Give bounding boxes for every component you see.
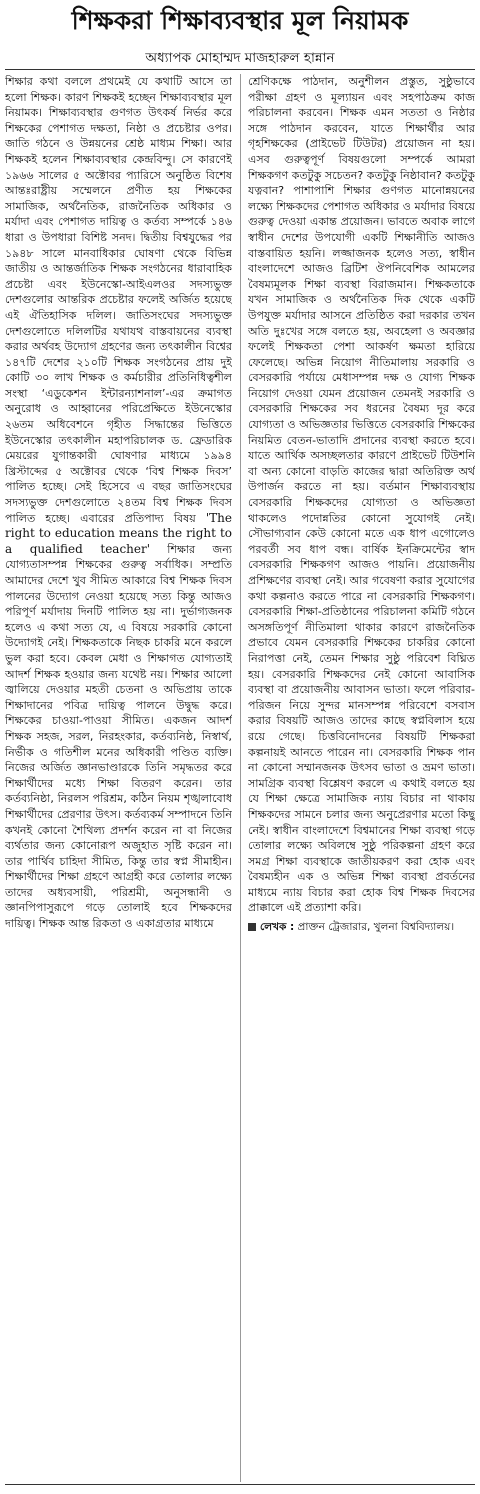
- column-paragraph: শ্রেণিকক্ষে পাঠদান, অনুশীলন প্রস্তুত, সুষ্ঠুভাবে পরীক্ষা গ্রহণ ও মূল্যায়ন এবং সহপাঠক্রম কাজ পরিচালনা করবেন। শিক্ষক এমন সততা ও নিষ্ঠার সঙ্গে পাঠদান করবেন, যাতে শিক্ষার্থীর আর গৃহশিক্ষকের (প্রাইভেট টিউটর) প্রয়োজন না হয়। এসব গুরুত্বপূর্ণ বিষয়গুলো সম্পর্কে আমরা শিক্ষকগণ কতটুকু সচেতন? কতটুকু নিষ্ঠাবান? কতটুকু যত্নবান? পাশাপাশি শিক্ষার গুণগত মানোন্নয়নের লক্ষ্যে শিক্ষকদের পেশাগত অধিকার ও মর্যাদার বিষয়ে গুরুত্ব দেওয়া একান্ত প্রয়োজন। ভাবতে অবাক লাগে স্বাধীন দেশের উপযোগী একটি শিক্ষানীতি আজও বাস্তবায়িত হয়নি। লজ্জাজনক হলেও সত্য, স্বাধীন বাংলাদেশে আজও ব্রিটিশ ঔপনিবেশিক আমলের বৈষম্যমূলক শিক্ষা ব্যবস্থা বিরাজমান। শিক্ষকতাকে যখন সামাজিক ও অর্থনৈতিক দিক থেকে একটি উপযুক্ত মর্যাদার আসনে প্রতিষ্ঠিত করা দরকার তখন অতি দুঃখের সঙ্গে বলতে হয়, অবহেলা ও অবজ্ঞার ফলেই শিক্ষকতা পেশা আকর্ষণ ক্ষমতা হারিয়ে ফেলেছে। অভিন্ন নিয়োগ নীতিমালায় সরকারি ও বেসরকারি পর্যায়ে মেধাসম্পন্ন দক্ষ ও যোগ্য শিক্ষক নিয়োগ দেওয়া যেমন প্রয়োজন তেমনই সরকারি ও বেসরকারি শিক্ষকের সব ধরনের বৈষম্য দূর করে যোগ্যতা ও অভিজ্ঞতার ভিত্তিতে বেসরকারি শিক্ষকের নিয়মিত বেতন-ভাতাদি প্রদানের ব্যবস্থা করতে হবে। যাতে আর্থিক অসচ্ছলতার কারণে প্রাইভেট টিউশনি বা অন্য কোনো বাড়তি কাজের দ্বারা অতিরিক্ত অর্থ উপার্জন করতে না হয়। বর্তমান শিক্ষাব্যবস্থায় বেসরকারি শিক্ষকদের যোগ্যতা ও অভিজ্ঞতা থাকলেও পদোন্নতির কোনো সুযোগই নেই। সৌভাগ্যবান কেউ কোনো মতে এক ধাপ এগোলেও পরবর্তী সব ধাপ বন্ধ। বার্ষিক ইনক্রিমেন্টের স্বাদ বেসরকারি শিক্ষকগণ আজও পায়নি। প্রয়োজনীয় প্রশিক্ষণের ব্যবস্থা নেই। আর গবেষণা করার সুযোগের কথা কল্পনাও করতে পারে না বেসরকারি শিক্ষকগণ। বেসরকারি শিক্ষা-প্রতিষ্ঠানের পরিচালনা কমিটি গঠনে অসঙ্গতিপূর্ণ নীতিমালা থাকার কারণে রাজনৈতিক প্রভাবে যেমন বেসরকারি শিক্ষকের চাকরির কোনো নিরাপত্তা নেই, তেমন শিক্ষার সুষ্ঠু পরিবেশ বিঘ্নিত হয়। বেসরকারি শিক্ষকদের নেই কোনো আবাসিক ব্যবস্থা বা প্রয়োজনীয় আবাসন ভাতা। ফলে পরিবার-পরিজন নিয়ে সুন্দর মানসম্পন্ন পরিবেশে বসবাস করার বিষয়টি আজও তাদের কাছে স্বপ্নবিলাস হয়ে রয়ে গেছে। চিত্তবিনোদনের বিষয়টি শিক্ষকরা কল্পনায়ই আনতে পারেন না। বেসরকারি শিক্ষক পান না কোনো সম্মানজনক উৎসব ভাতা ও ভ্রমণ ভাতা। সামগ্রিক ব্যবস্থা বিশ্লেষণ করলে এ কথাই বলতে হয় যে শিক্ষা ক্ষেত্রে সামাজিক ন্যায় বিচার না থাকায় শিক্ষকদের সামনে চলার জন্য অনুপ্রেরণার মতো কিছু নেই। স্বাধীন বাংলাদেশে বিশ্বমানের শিক্ষা ব্যবস্থা গড়ে তোলার লক্ষ্যে অবিলম্বে সুষ্ঠু পরিকল্পনা গ্রহণ করে সমগ্র শিক্ষা ব্যবস্থাকে জাতীয়করণ করা হোক এবং বৈষম্যহীন এক ও অভিন্ন শিক্ষা ব্যবস্থা প্রবর্তনের মাধ্যমে ন্যায় বিচার করা হোক বিশ্ব শিক্ষক দিবসের প্রাক্কালে এই প্রত্যাশা করি।: [248, 75, 475, 915]
- author-note-label: লেখক :: [260, 921, 295, 934]
- english-theme-quote: 'The right to education means the right to a qualified teacher': [5, 510, 232, 556]
- body-text-2: শিক্ষার জন্য যোগ্যতাসম্পন্ন শিক্ষকের গুরুত্ব সর্বাধিক। সম্প্রতি আমাদের দেশে খুব সীমিত আকারে বিশ্ব শিক্ষক দিবস পালনের উদ্যোগ নেওয়া হয়েছে সত্য কিন্তু আজও পরিপূর্ণ মর্যাদায় দিনটি পালিত হয় না। দুর্ভাগ্যজনক হলেও এ কথা সত্য যে, এ বিষয়ে সরকারি কোনো উদ্যোগই নেই। শিক্ষকতাকে নিছক চাকরি মনে করলে ভুল করা হবে। কেবল মেধা ও শিক্ষাগত যোগ্যতাই আদর্শ শিক্ষক হওয়ার জন্য যথেষ্ট নয়। শিক্ষার আলো জ্বালিয়ে দেওয়ার মহতী চেতনা ও অভিপ্রায় তাকে শিক্ষাদানের পবিত্র দায়িত্ব পালনে উদ্বুদ্ধ করে। শিক্ষকের চাওয়া-পাওয়া সীমিত। একজন আদর্শ শিক্ষক সহজ, সরল, নিরহংকার, কর্তব্যনিষ্ঠ, নিস্বার্থ, নির্ভীক ও গতিশীল মনের অধিকারী পণ্ডিত ব্যক্তি। নিজের অর্জিত জ্ঞানভাণ্ডারকে তিনি সমৃদ্ধতর করে শিক্ষার্থীদের মধ্যে শিক্ষা বিতরণ করেন। তার কর্তব্যনিষ্ঠা, নিরলস পরিশ্রম, কঠিন নিয়ম শৃঙ্খলাবোধ শিক্ষার্থীদের প্রেরণার উৎস। কর্তব্যকর্ম সম্পাদনে তিনি কখনই কোনো শৈথিল্য প্রদর্শন করেন না বা নিজের ব্যর্থতার জন্য কোনোরূপ অজুহাত সৃষ্টি করেন না। তার পার্থিব চাহিদা সীমিত, কিন্তু তার স্বপ্ন সীমাহীন। শিক্ষার্থীদের শিক্ষা গ্রহণে আগ্রহী করে তোলার লক্ষ্যে তাদের অধ্যবসায়ী, পরিশ্রমী, অনুসন্ধানী ও জ্ঞানপিপাসুরূপে গড়ে তোলাই হবে শিক্ষকদের দায়িত্ব। শিক্ষক আন্ত রিকতা ও একাগ্রতার মাধ্যমে: [5, 542, 232, 931]
- square-bullet-icon: [248, 923, 256, 931]
- column-paragraph: [5, 74, 232, 932]
- article-column-left: [5, 74, 232, 1482]
- bottom-divider: [5, 1484, 475, 1485]
- article-column-right: [248, 74, 475, 1482]
- top-divider: [5, 69, 475, 70]
- article-byline: অধ্যাপক মোহাম্মদ মাজহারুল হান্নান: [145, 50, 335, 66]
- article-headline: শিক্ষকরা শিক্ষাব্যবস্থার মূল নিয়ামক: [71, 6, 409, 35]
- column-divider: [240, 74, 241, 1482]
- author-note-text: প্রাক্তন ট্রেজারার, খুলনা বিশ্ববিদ্যালয়।: [297, 921, 455, 934]
- author-note: [248, 920, 475, 936]
- body-text-1: শিক্ষার কথা বললে প্রথমেই যে কথাটি আসে তা হলো শিক্ষক। কারণ শিক্ষকই হচ্ছেন শিক্ষাব্যবস্থার মূল নিয়ামক। শিক্ষাব্যবস্থার গুণগত উৎকর্ষ নির্ভর করে শিক্ষকের পেশাগত দক্ষতা, নিষ্ঠা ও প্রচেষ্টার ওপর। জাতি গঠনে ও উন্নয়নের শ্রেষ্ঠ মাধ্যম শিক্ষা। আর শিক্ষকই হলেন শিক্ষাব্যবস্থার কেন্দ্রবিন্দু। সে কারণেই ১৯৬৬ সালের ৫ অক্টোবর প্যারিসে অনুষ্ঠিত বিশেষ আন্তঃরাষ্ট্রীয় সম্মেলনে প্রণীত হয় শিক্ষকের সামাজিক, অর্থনৈতিক, রাজনৈতিক অধিকার ও মর্যাদা এবং পেশাগত দায়িত্ব ও কর্তব্য সম্পর্কে ১৪৬ ধারা ও উপধারা বিশিষ্ট সনদ। দ্বিতীয় বিশ্বযুদ্ধের পর ১৯৪৮ সালে মানবাধিকার ঘোষণা থেকে বিভিন্ন জাতীয় ও আন্তর্জাতিক শিক্ষক সংগঠনের ধারাবাহিক প্রচেষ্টা এবং ইউনেস্কো-আইএলওর সদস্যভুক্ত দেশগুলোর আন্তরিক প্রচেষ্টার ফলেই অর্জিত হয়েছে এই ঐতিহাসিক দলিল। জাতিসংঘের সদস্যভুক্ত দেশগুলোতে দলিলটির যথাযথ বাস্তবায়নের ব্যবস্থা করার অর্থবহ উদ্যোগ গ্রহণের জন্য তৎকালীন বিশ্বের ১৪৭টি দেশের ২১০টি শিক্ষক সংগঠনের প্রায় দুই কোটি ৩০ লাখ শিক্ষক ও কর্মচারীর প্রতিনিধিত্বশীল সংস্থা ‘এডুকেশন ইন্টারন্যাশনাল’-এর ক্রমাগত অনুরোধ ও আহ্বানের পরিপ্রেক্ষিতে ইউনেস্কোর ২৬তম অধিবেশনে গৃহীত সিদ্ধান্তের ভিত্তিতে ইউনেস্কোর তৎকালীন মহাপরিচালক ড. ফ্রেডারিক মেয়রের যুগান্তকারী ঘোষণার মাধ্যমে ১৯৯৪ খ্রিস্টাব্দের ৫ অক্টোবর থেকে ‘বিশ্ব শিক্ষক দিবস’ পালিত হচ্ছে। সেই হিসেবে এ বছর জাতিসংঘের সদস্যভুক্ত দেশগুলোতে ২৪তম বিশ্ব শিক্ষক দিবস পালিত হচ্ছে। এবারের প্রতিপাদ্য বিষয়: [5, 75, 232, 525]
